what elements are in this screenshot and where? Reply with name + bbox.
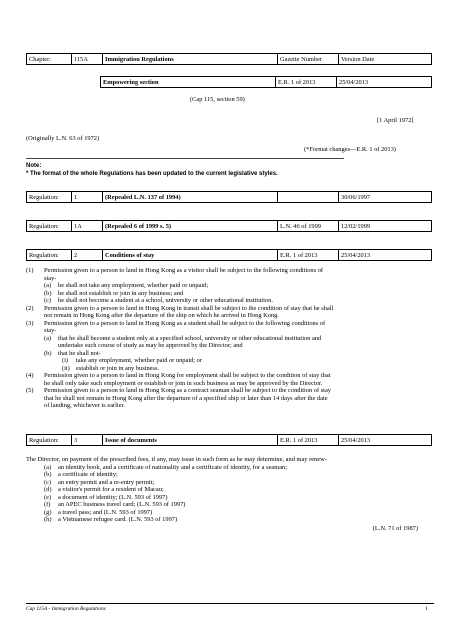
regulation-gazette: E.R. 1 of 2013 [278, 435, 339, 446]
paragraph-2: (2) Permission given to a person to land in Hong Kong in transit shall be subject to the condition of stay that he shall [26, 304, 334, 312]
regulation-2-body [26, 267, 434, 410]
regulation-3-body [26, 456, 434, 532]
list-item-letter: (c) [44, 478, 52, 486]
regulation-1-header [26, 191, 432, 203]
regulation-label: Regulation: [27, 250, 72, 261]
footer-divider [26, 603, 434, 604]
paragraph-2-cont: not remain in Hong Kong after the departure of the ship on which he arrived in Hong Kong. [44, 312, 279, 319]
regulation-date: 25/04/2013 [339, 435, 432, 446]
paragraph-3: (3) Permission given to a person to land in Hong Kong as a student shall be subject to the following conditions of [26, 319, 326, 327]
regulation-title: Conditions of stay [103, 250, 278, 261]
list-item [26, 509, 434, 517]
paragraph-1b: (b) he shall not establish or join in any business; and [44, 289, 184, 297]
chapter-label: Chapter: [27, 54, 72, 65]
list-item [26, 516, 434, 524]
regulation-3-header [26, 434, 432, 446]
paragraph-1-cont: stay- [44, 274, 57, 282]
regulation-gazette: L.N. 46 of 1999 [278, 221, 339, 232]
regulation-3-items [26, 464, 434, 524]
paragraph-5: (5) Permission given to a person to land in Hong Kong as a contract seaman shall be subject to the condition of stay [26, 387, 331, 394]
originally-note: (Originally L.N. 63 of 1972) [26, 135, 100, 142]
regulation-number: 1A [72, 221, 103, 232]
note-text: * The format of the whole Regulations has been updated to the current legislative styles. [26, 171, 278, 177]
chapter-header-table [26, 53, 432, 65]
regulation-title: (Repealed L.N. 137 of 1994) [103, 192, 278, 203]
chapter-number: 115A [72, 54, 103, 65]
list-item-text: an APEC business travel card; (L.N. 593 of 1997) [58, 501, 186, 508]
note-divider [26, 158, 344, 159]
paragraph-4: (4) Permission given to a person to land in Hong Kong for employment shall be subject to the condition of stay that [26, 372, 331, 379]
empowering-gazette: E.R. 1 of 2013 [276, 77, 337, 88]
paragraph-4-cont: he shall only take such employment or establish or join in such business as may be approved by the Director. [44, 379, 323, 387]
cap-reference: (Cap 115, section 59) [190, 96, 245, 103]
version-date-header: Version Date [339, 54, 432, 65]
list-item-letter: (f) [44, 501, 51, 508]
list-item-letter: (g) [44, 508, 52, 516]
list-item-letter: (b) [44, 471, 52, 478]
paragraph-3b: (b) that he shall not- [44, 349, 101, 357]
list-item [26, 479, 434, 487]
regulation-number: 3 [72, 435, 103, 446]
list-item-text: a travel pass; and (L.N. 593 of 1997) [58, 508, 153, 516]
list-item-text: an entry permit and a re-entry permit; [58, 478, 155, 486]
format-changes-note: (*Format changes—E.R. 1 of 2013) [304, 146, 396, 153]
list-item-letter: (e) [44, 493, 52, 501]
list-item [26, 501, 434, 509]
page-number: 1 [425, 606, 428, 612]
paragraph-3-cont: stay- [44, 327, 57, 334]
empowering-date: 25/04/2013 [337, 77, 432, 88]
empowering-section-table [26, 76, 432, 88]
list-item [26, 464, 434, 472]
regulation-gazette: E.R. 1 of 2013 [278, 250, 339, 261]
regulation-number: 2 [72, 250, 103, 261]
list-item-text: a Vietnamese refugee card. (L.N. 593 of 1997) [58, 516, 178, 523]
empowering-section-title: Empowering section [101, 77, 276, 88]
regulation-2-header [26, 249, 432, 261]
list-item-text: a visitor's permit for a resident of Macau; [58, 486, 164, 493]
list-item-text: a document of identity; (L.N. 593 of 1997) [58, 493, 168, 501]
regulation-1a-header [26, 220, 432, 232]
list-item [26, 494, 434, 502]
list-item [26, 486, 434, 494]
regulation-3-intro: The Director, on payment of the prescribed fees, if any, may issue in such form as he may determine, and may renew- [26, 456, 327, 463]
commencement-date: [1 April 1972] [377, 117, 414, 124]
regulation-gazette [278, 192, 339, 203]
regulation-label: Regulation: [27, 221, 72, 232]
regulation-label: Regulation: [27, 435, 72, 446]
list-item-letter: (a) [44, 463, 52, 471]
paragraph-3a-cont: undertake such course of study as may be approved by the Director; and [58, 342, 243, 349]
list-item-text: a certificate of identity; [58, 471, 118, 478]
regulation-date: 25/04/2013 [339, 250, 432, 261]
paragraph-3a: (a) that he shall become a student only at a specified school, university or other educational institution and [44, 334, 322, 342]
regulation-3-source: (L.N. 71 of 1987) [372, 524, 418, 532]
gazette-number-header: Gazette Number [278, 54, 339, 65]
regulation-title: Issue of documents [103, 435, 278, 446]
list-item [26, 471, 434, 479]
regulation-number: 1 [72, 192, 103, 203]
list-item-letter: (d) [44, 486, 52, 493]
paragraph-5-cont-2: of landing, whichever is earlier. [44, 402, 125, 409]
regulation-title: (Repealed 6 of 1999 s. 5) [103, 221, 278, 232]
footer-title: Cap 115A - Immigration Regulations [26, 606, 106, 612]
paragraph-1: (1) Permission given to a person to land in Hong Kong as a visitor shall be subject to the following conditions of [26, 267, 324, 274]
paragraph-5-cont: that he shall not remain in Hong Kong after the departure of a specified ship or later than 14 days after the date [44, 394, 328, 402]
list-item-letter: (h) [44, 516, 52, 523]
chapter-title: Immigration Regulations [103, 54, 278, 65]
note-label: Note: [26, 163, 42, 169]
paragraph-3b-ii: (ii) establish or join in any business. [62, 364, 160, 372]
paragraph-1a: (a) he shall not take any employment, whether paid or unpaid; [44, 282, 209, 289]
paragraph-1c: (c) he shall not become a student at a school, university or other educational institution. [44, 297, 273, 304]
regulation-date: 12/02/1999 [339, 221, 432, 232]
regulation-date: 30/06/1997 [339, 192, 432, 203]
paragraph-3b-i: (i) take any employment, whether paid or unpaid; or [62, 357, 202, 364]
regulation-label: Regulation: [27, 192, 72, 203]
list-item-text: an identity book, and a certificate of nationality and a certificate of identity, for a seaman; [58, 463, 288, 471]
